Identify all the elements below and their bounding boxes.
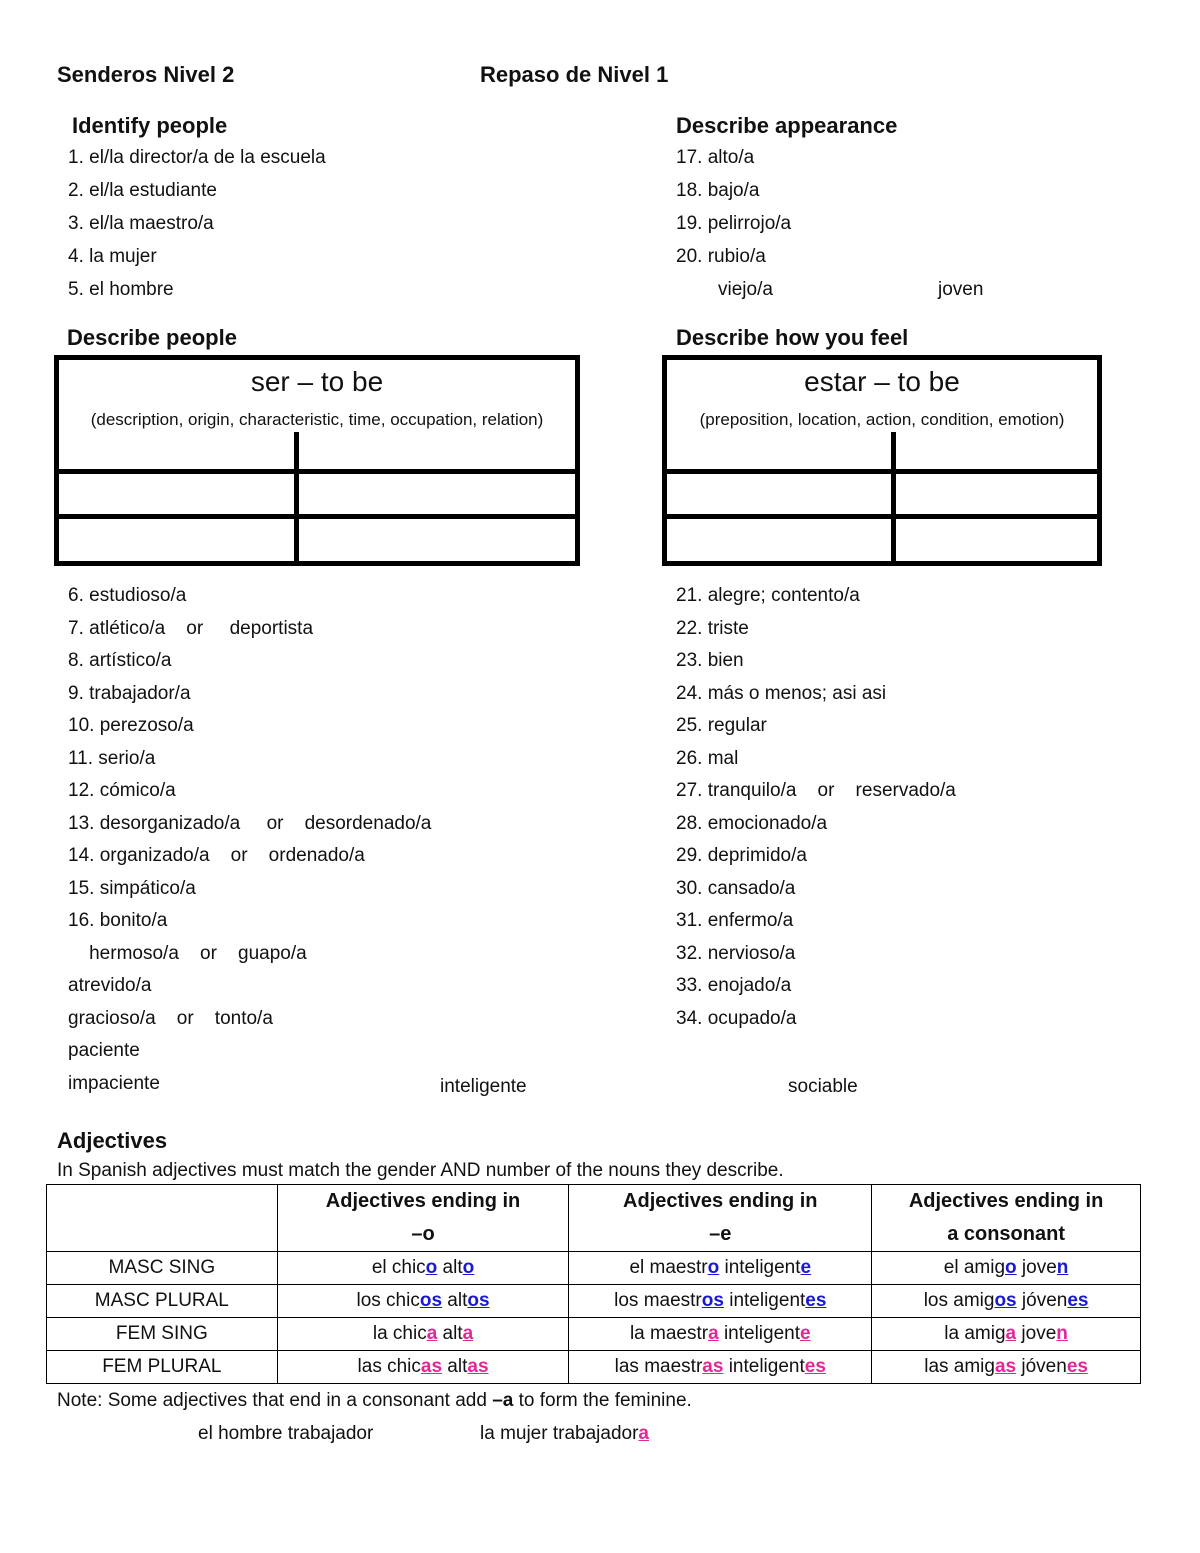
table-row	[47, 1285, 1141, 1318]
word-stem: las maestr	[614, 1356, 703, 1377]
table-cell	[872, 1285, 1141, 1318]
word-stem: los amig	[923, 1290, 995, 1311]
word-stem: alt	[442, 1356, 468, 1377]
ending-highlight: n	[1056, 1257, 1069, 1278]
ser-box	[54, 355, 580, 566]
people-extra-sociable: sociable	[788, 1076, 858, 1097]
word-stem: jove	[1016, 1323, 1057, 1344]
word-stem: inteligent	[723, 1356, 805, 1377]
word-stem: jóven	[1016, 1356, 1067, 1377]
list-item: 10. perezoso/a	[68, 715, 194, 736]
list-item: 29. deprimido/a	[676, 845, 807, 866]
table-row	[47, 1318, 1141, 1351]
ending-highlight: as	[420, 1356, 443, 1377]
list-item: hermoso/a or guapo/a	[68, 942, 307, 964]
ending-highlight: as	[467, 1356, 489, 1377]
ending-highlight: o	[1005, 1257, 1017, 1278]
list-item: 25. regular	[676, 715, 767, 736]
ending-highlight: es	[804, 1356, 826, 1377]
list-item: 12. cómico/a	[68, 780, 176, 801]
list-item: 22. triste	[676, 617, 749, 639]
ser-box-subtitle: (description, origin, characteristic, time, occupation, relation)	[90, 410, 544, 429]
list-item: atrevido/a	[68, 975, 152, 996]
word-stem: inteligent	[719, 1257, 801, 1278]
table-cell	[569, 1285, 872, 1318]
table-cell	[277, 1318, 569, 1351]
word-stem: el maestr	[629, 1257, 708, 1278]
ending-highlight: as	[994, 1356, 1017, 1377]
appearance-extra-joven: joven	[938, 279, 984, 300]
list-item: 11. serio/a	[68, 747, 156, 769]
doc-title: Senderos Nivel 2	[57, 62, 235, 87]
list-item: gracioso/a or tonto/a	[68, 1007, 273, 1029]
table-cell	[277, 1351, 569, 1384]
word-stem: alt	[437, 1323, 463, 1344]
list-item: 21. alegre; contento/a	[676, 585, 860, 606]
list-item: 27. tranquilo/a or reservado/a	[676, 780, 956, 801]
ending-highlight: os	[994, 1290, 1017, 1311]
word-stem: las chic	[357, 1356, 421, 1377]
doc-subtitle: Repaso de Nivel 1	[480, 62, 669, 87]
table-cell	[872, 1351, 1141, 1384]
word-stem: alt	[437, 1257, 463, 1278]
estar-box-title: estar – to be	[804, 366, 960, 397]
word-stem: jove	[1016, 1257, 1057, 1278]
table-header-empty	[47, 1185, 278, 1252]
appearance-heading: Describe appearance	[676, 113, 898, 138]
ending-highlight: n	[1056, 1323, 1068, 1344]
ending-highlight: e	[800, 1323, 811, 1344]
adjectives-note: Note: Some adjectives that end in a consonant add –a to form the feminine.	[57, 1390, 692, 1411]
row-label: MASC SING	[47, 1252, 278, 1285]
list-item: 9. trabajador/a	[68, 682, 191, 704]
list-item: 24. más o menos; asi asi	[676, 682, 887, 704]
list-item: 17. alto/a	[676, 147, 755, 168]
describe-people-heading: Describe people	[67, 325, 237, 350]
word-stem: inteligent	[723, 1290, 806, 1311]
ending-highlight: a	[1005, 1323, 1017, 1344]
ser-box-rule	[54, 469, 580, 474]
word-stem: la chic	[372, 1323, 427, 1344]
ending-highlight: a	[426, 1323, 438, 1344]
ending-highlight: es	[805, 1290, 827, 1311]
example-feminine: la mujer trabajadora	[480, 1423, 649, 1444]
list-item: 23. bien	[676, 650, 744, 671]
table-cell	[872, 1318, 1141, 1351]
list-item: 2. el/la estudiante	[68, 180, 217, 201]
table-header-consonant: Adjectives ending in a consonant	[872, 1185, 1141, 1252]
word-stem: los chic	[356, 1290, 420, 1311]
list-item: 13. desorganizado/a or desordenado/a	[68, 812, 432, 834]
word-stem: los maestr	[614, 1290, 702, 1311]
appearance-extra-viejo: viejo/a	[718, 279, 773, 300]
list-item: 31. enfermo/a	[676, 910, 794, 931]
row-label: MASC PLURAL	[47, 1285, 278, 1318]
list-item: 14. organizado/a or ordenado/a	[68, 845, 365, 866]
list-item: 18. bajo/a	[676, 180, 760, 201]
row-label: FEM SING	[47, 1318, 278, 1351]
list-item: 1. el/la director/a de la escuela	[68, 147, 326, 168]
list-item: 33. enojado/a	[676, 975, 792, 996]
ending-highlight: os	[467, 1290, 490, 1311]
table-row	[47, 1252, 1141, 1285]
ending-highlight: as	[702, 1356, 724, 1377]
word-stem: el amig	[943, 1257, 1006, 1278]
example-masculine: el hombre trabajador	[198, 1423, 374, 1444]
list-item: 3. el/la maestro/a	[68, 213, 214, 234]
list-item: 32. nervioso/a	[676, 942, 796, 964]
row-label: FEM PLURAL	[47, 1351, 278, 1384]
list-item: 34. ocupado/a	[676, 1007, 797, 1029]
ser-box-rule	[54, 514, 580, 519]
list-item: 4. la mujer	[68, 246, 157, 267]
list-item: 5. el hombre	[68, 279, 174, 300]
table-cell	[569, 1252, 872, 1285]
list-item: 8. artístico/a	[68, 650, 172, 671]
word-stem: la maestr	[629, 1323, 709, 1344]
list-item: 19. pelirrojo/a	[676, 213, 792, 234]
adjectives-heading: Adjectives	[57, 1128, 168, 1153]
list-item: paciente	[68, 1040, 140, 1061]
table-cell	[569, 1318, 872, 1351]
list-item: impaciente	[68, 1072, 160, 1094]
ending-highlight: os	[419, 1290, 443, 1311]
word-stem: inteligent	[718, 1323, 801, 1344]
identify-heading: Identify people	[72, 113, 228, 138]
list-item: 20. rubio/a	[676, 246, 766, 267]
word-stem: la amig	[944, 1323, 1006, 1344]
list-item: 28. emocionado/a	[676, 812, 828, 834]
word-stem: jóven	[1016, 1290, 1068, 1311]
list-item: 26. mal	[676, 747, 739, 769]
people-extra-inteligente: inteligente	[440, 1076, 527, 1097]
ending-highlight: es	[1066, 1356, 1088, 1377]
list-item: 16. bonito/a	[68, 910, 168, 931]
table-cell	[277, 1285, 569, 1318]
adjectives-table	[46, 1184, 1141, 1384]
estar-box	[662, 355, 1102, 566]
ending-highlight: o	[707, 1257, 720, 1278]
word-stem: las amig	[924, 1356, 995, 1377]
ending-highlight: o	[462, 1257, 475, 1278]
list-item: 6. estudioso/a	[68, 585, 187, 606]
estar-box-rule	[662, 514, 1102, 519]
adjectives-intro: In Spanish adjectives must match the gender AND number of the nouns they describe.	[57, 1160, 784, 1181]
table-cell	[277, 1252, 569, 1285]
ser-box-title: ser – to be	[250, 366, 384, 397]
table-row	[47, 1351, 1141, 1384]
estar-box-rule	[662, 469, 1102, 474]
list-item: 30. cansado/a	[676, 877, 796, 899]
estar-box-divider	[891, 432, 896, 566]
table-header-row	[47, 1185, 1141, 1252]
table-cell	[872, 1252, 1141, 1285]
list-item: 7. atlético/a or deportista	[68, 617, 314, 639]
table-cell	[569, 1351, 872, 1384]
ending-highlight: o	[425, 1257, 438, 1278]
table-header-e: Adjectives ending in –e	[569, 1185, 872, 1252]
ser-box-divider	[294, 432, 299, 566]
ending-highlight: es	[1067, 1290, 1089, 1311]
describe-feel-heading: Describe how you feel	[676, 325, 909, 350]
word-stem: el chic	[371, 1257, 426, 1278]
estar-box-subtitle: (preposition, location, action, condition, emotion)	[699, 410, 1065, 429]
ending-highlight: os	[701, 1290, 724, 1311]
ending-highlight: a	[708, 1323, 719, 1344]
word-stem: alt	[442, 1290, 468, 1311]
ending-highlight: a	[462, 1323, 474, 1344]
list-item: 15. simpático/a	[68, 877, 196, 899]
table-header-o: Adjectives ending in –o	[277, 1185, 569, 1252]
ending-highlight: e	[800, 1257, 812, 1278]
